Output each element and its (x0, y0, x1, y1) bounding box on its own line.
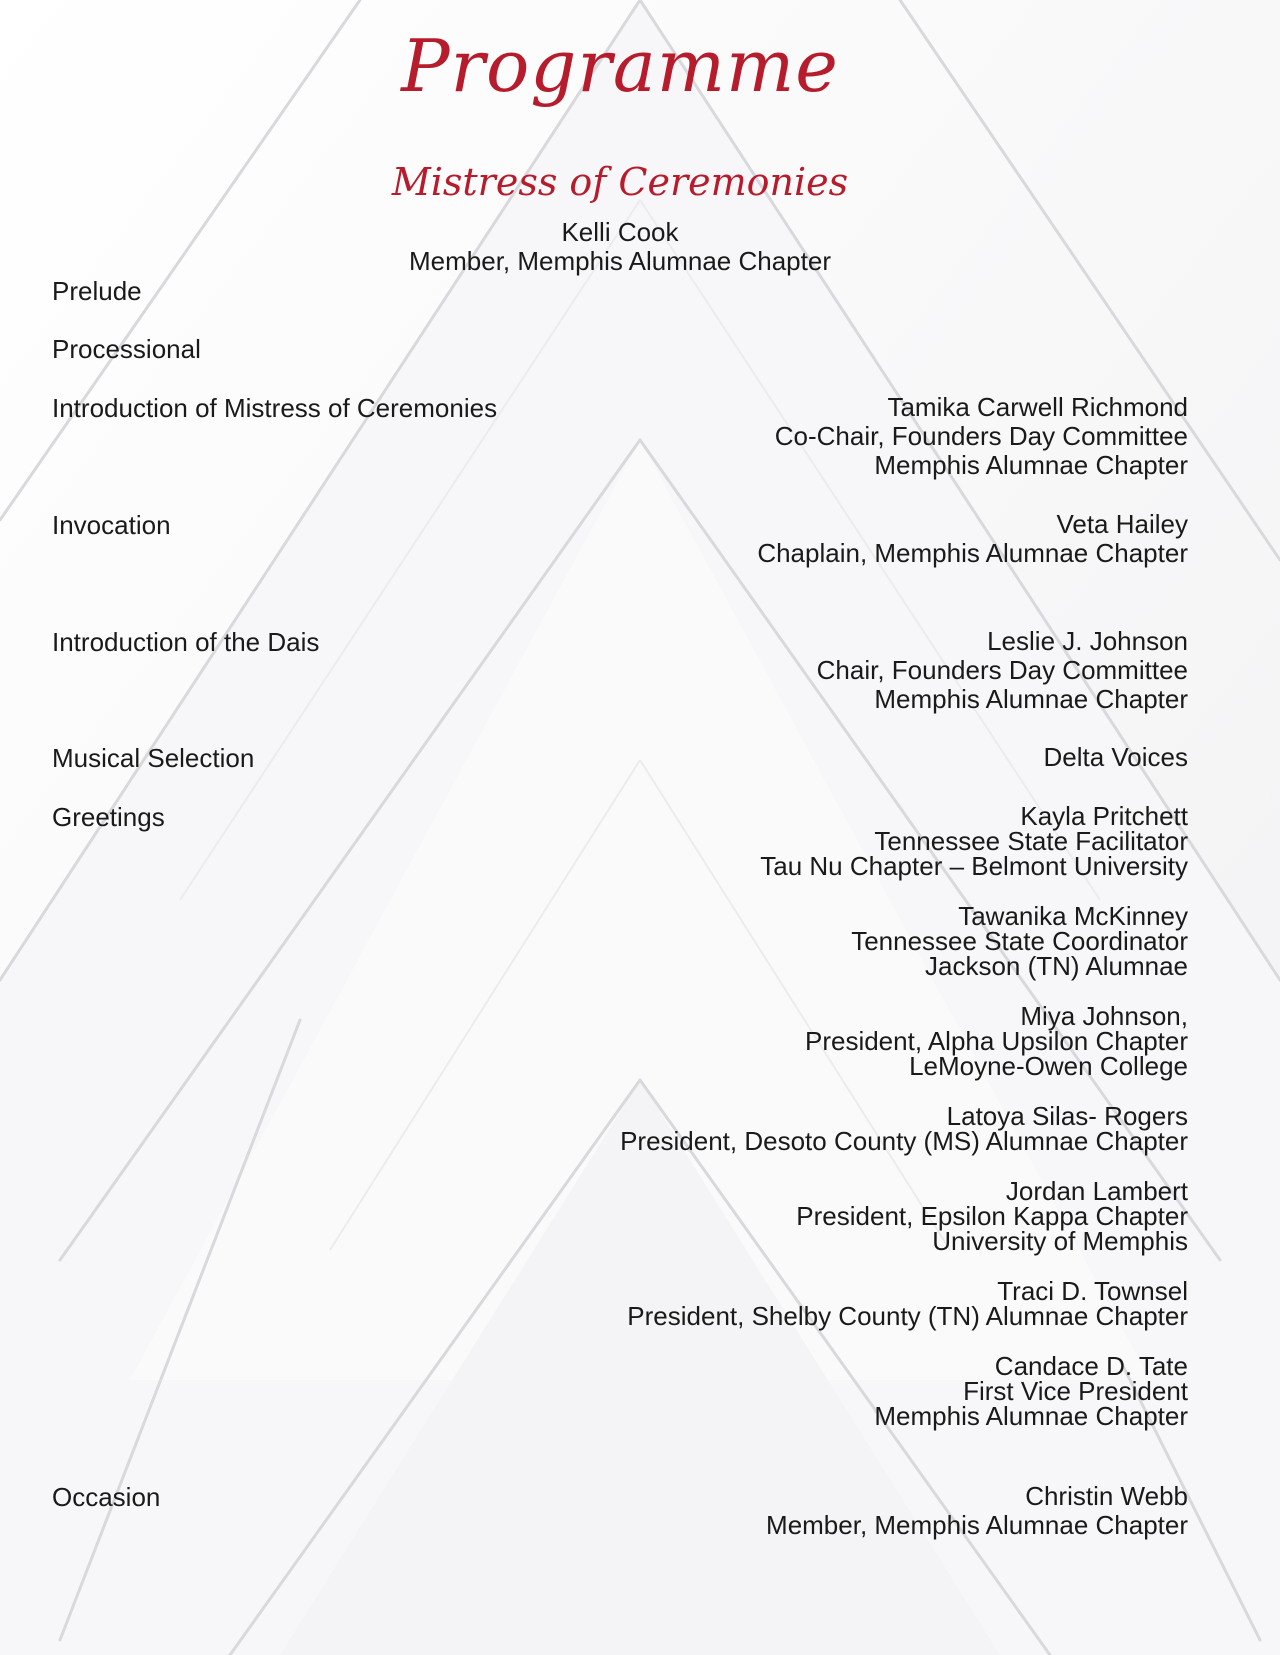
item-label-musical-selection: Musical Selection (52, 743, 255, 773)
speaker-line: President, Epsilon Kappa Chapter (796, 1201, 1188, 1231)
speaker-line: Memphis Alumnae Chapter (874, 450, 1188, 480)
item-label-intro-dais: Introduction of the Dais (52, 627, 320, 657)
item-label-prelude: Prelude (52, 276, 142, 306)
greetings-speaker-2 (851, 901, 1188, 981)
page-title: Programme (401, 24, 839, 108)
speaker-line: Traci D. Townsel (997, 1276, 1188, 1306)
speaker-line: President, Desoto County (MS) Alumnae Chapter (620, 1126, 1188, 1156)
speaker-line: Tamika Carwell Richmond (887, 392, 1188, 422)
speaker-line: First Vice President (963, 1376, 1188, 1406)
intro-dais-speaker (817, 627, 1188, 714)
occasion-speaker (766, 1482, 1188, 1540)
item-label-occasion: Occasion (52, 1482, 161, 1512)
speaker-line: Memphis Alumnae Chapter (874, 1401, 1188, 1431)
greetings-speaker-1 (760, 801, 1188, 881)
speaker-line: Memphis Alumnae Chapter (874, 684, 1188, 714)
speaker-line: Latoya Silas- Rogers (946, 1101, 1188, 1131)
item-label-invocation: Invocation (52, 510, 171, 540)
speaker-line: Tennessee State Coordinator (851, 926, 1188, 956)
speaker-line: Chaplain, Memphis Alumnae Chapter (757, 538, 1188, 568)
speaker-line: Candace D. Tate (994, 1351, 1188, 1381)
speaker-line: Tau Nu Chapter – Belmont University (760, 851, 1188, 881)
speaker-line: Jackson (TN) Alumnae (925, 951, 1188, 981)
speaker-line: Delta Voices (1043, 742, 1188, 772)
greetings-speaker-7 (874, 1351, 1188, 1431)
speaker-line: President, Alpha Upsilon Chapter (804, 1026, 1188, 1056)
section-subtitle: Mistress of Ceremonies (391, 160, 849, 204)
speaker-line: Veta Hailey (1056, 509, 1188, 539)
speaker-line: University of Memphis (932, 1226, 1188, 1256)
speaker-line: Jordan Lambert (1005, 1176, 1188, 1206)
greetings-speaker-6 (627, 1276, 1188, 1331)
item-label-greetings: Greetings (52, 802, 165, 832)
speaker-line: Tawanika McKinney (958, 901, 1188, 931)
speaker-line: Co-Chair, Founders Day Committee (774, 421, 1188, 451)
speaker-line: President, Shelby County (TN) Alumnae Chapter (627, 1301, 1188, 1331)
greetings-speaker-5 (796, 1176, 1188, 1256)
invocation-speaker (757, 510, 1188, 568)
speaker-line: Tennessee State Facilitator (874, 826, 1188, 856)
speaker-line: Chair, Founders Day Committee (816, 655, 1188, 685)
mc-name: Kelli Cook (561, 217, 679, 247)
greetings-speaker-4 (620, 1101, 1188, 1156)
mc-role: Member, Memphis Alumnae Chapter (409, 246, 831, 276)
speaker-line: Leslie J. Johnson (987, 626, 1188, 656)
speaker-line: Member, Memphis Alumnae Chapter (766, 1510, 1188, 1540)
item-label-processional: Processional (52, 334, 201, 364)
speaker-line: Christin Webb (1025, 1481, 1188, 1511)
greetings-speaker-3 (804, 1001, 1188, 1081)
item-label-intro-mc: Introduction of Mistress of Ceremonies (52, 393, 498, 423)
musical-selection-performer (1043, 743, 1188, 772)
speaker-line: Kayla Pritchett (1020, 801, 1188, 831)
mistress-of-ceremonies-block (0, 218, 1240, 276)
speaker-line: LeMoyne-Owen College (909, 1051, 1188, 1081)
speaker-line: Miya Johnson, (1020, 1001, 1188, 1031)
intro-mc-speaker (775, 393, 1188, 480)
